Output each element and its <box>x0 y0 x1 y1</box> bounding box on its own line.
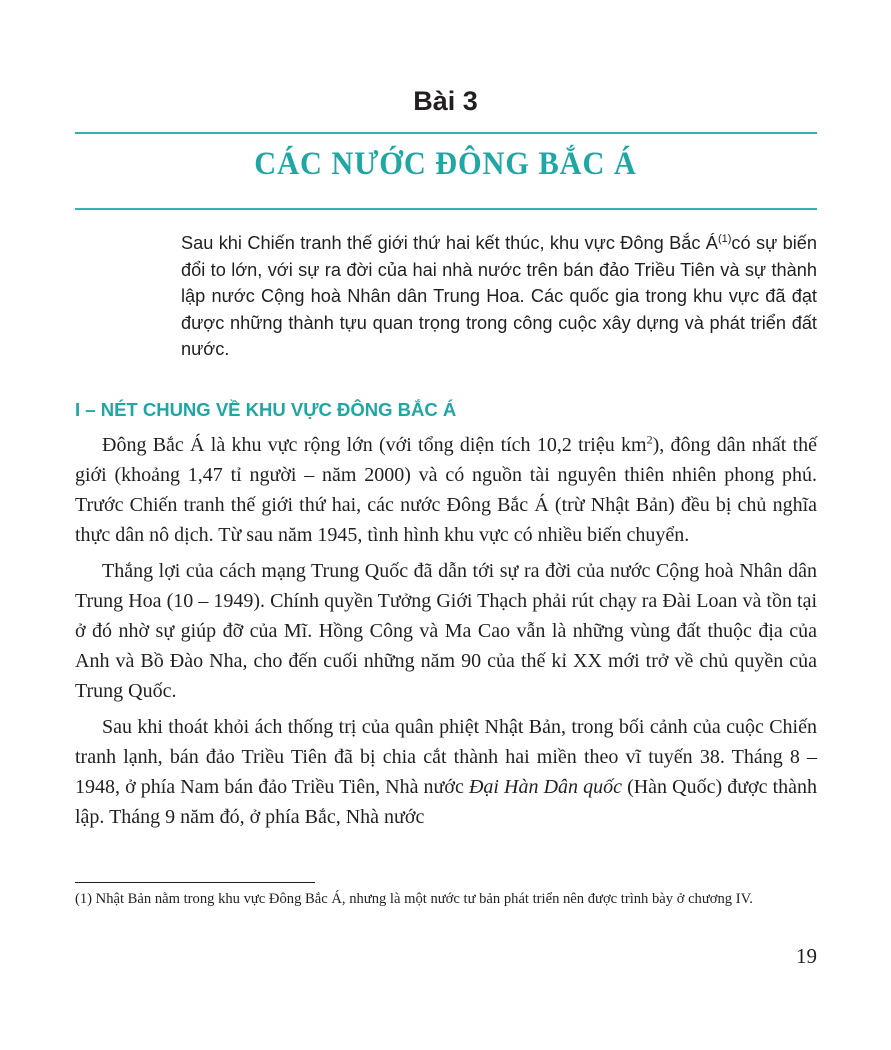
intro-text-start: Sau khi Chiến tranh thế giới thứ hai kết thúc, khu vực Đông Bắc Á <box>181 233 718 253</box>
intro-paragraph <box>181 230 817 363</box>
chapter-title: CÁC NƯỚC ĐÔNG BẮC Á <box>254 146 637 182</box>
superscript: 2 <box>646 432 653 447</box>
title-rule-bottom <box>75 208 817 210</box>
paragraph-2: Thắng lợi của cách mạng Trung Quốc đã dẫn tới sự ra đời của nước Cộng hoà Nhân dân Trung Hoa (10 – 1949). Chính quyền Tưởng Giới Thạch phải rút chạy ra Đài Loan và tồn tại ở đó nhờ sự giúp đỡ của Mĩ. Hồng Công và Ma Cao vẫn là những vùng đất thuộc địa của Anh và Bồ Đào Nha, cho đến cuối những năm 90 của thế kỉ XX mới trở về chủ quyền của Trung Quốc. <box>75 560 817 702</box>
paragraph-3 <box>75 712 817 832</box>
intro-text-end: có sự biến đổi to lớn, với sự ra đời của hai nhà nước trên bán đảo Triều Tiên và sự thành lập nước Cộng hoà Nhân dân Trung Hoa. Các quốc gia trong khu vực đã đạt được những thành tựu quan trọng trong công cuộc xây dựng và phát triển đất nước. <box>181 233 817 359</box>
footnote: (1) Nhật Bản nằm trong khu vực Đông Bắc Á, nhưng là một nước tư bản phát triển nên được trình bày ở chương IV. <box>75 891 753 907</box>
paragraph-1 <box>75 430 817 550</box>
title-rule-top <box>75 132 817 134</box>
footnote-reference: (1) <box>717 232 732 245</box>
lesson-label: Bài 3 <box>413 86 478 116</box>
paragraph-1-end: ), đông dân nhất thế giới (khoảng 1,47 tỉ người – năm 2000) và có nguồn tài nguyên thiên nhiên phong phú. Trước Chiến tranh thế giới thứ hai, các nước Đông Bắc Á (trừ Nhật Bản) đều bị chủ nghĩa thực dân nô dịch. Từ sau năm 1945, tình hình khu vực có nhiều biến chuyển. <box>75 434 818 546</box>
paragraph-3-start: Sau khi thoát khỏi ách thống trị của quân phiệt Nhật Bản, trong bối cảnh của cuộc Chiến tranh lạnh, bán đảo Triều Tiên đã bị chia cắt thành hai miền theo vĩ tuyến 38. Tháng 8 – 1948, ở phía Nam bán đảo Triều Tiên, Nhà nước <box>75 716 817 798</box>
footnote-divider <box>75 882 315 883</box>
paragraph-1-start: Đông Bắc Á là khu vực rộng lớn (với tổng diện tích 10,2 triệu km <box>102 434 647 456</box>
section-heading: I – NÉT CHUNG VỀ KHU VỰC ĐÔNG BẮC Á <box>75 399 457 420</box>
paragraph-3-italic: Đại Hàn Dân quốc <box>468 776 622 798</box>
page-number: 19 <box>796 944 817 968</box>
body-text <box>75 430 817 838</box>
paragraph-3-end: (Hàn Quốc) được thành lập. Tháng 9 năm đó, ở phía Bắc, Nhà nước <box>75 776 818 828</box>
